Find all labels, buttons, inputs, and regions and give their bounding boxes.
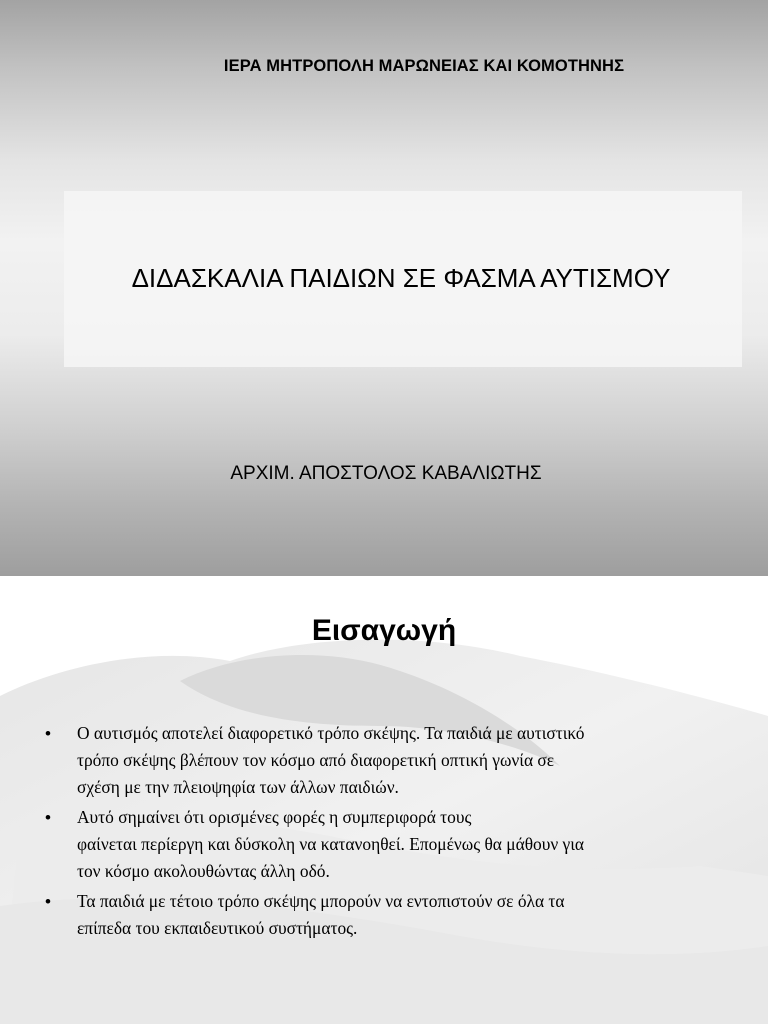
introduction-slide	[0, 576, 768, 1024]
presentation-title: ΔΙΔΑΣΚΑΛΙΑ ΠΑΙΔΙΩΝ ΣΕ ΦΑΣΜΑ ΑΥΤΙΣΜΟΥ	[131, 263, 671, 293]
author-name: ΑΡΧΙΜ. ΑΠΟΣΤΟΛΟΣ ΚΑΒΑΛΙΩΤΗΣ	[230, 463, 542, 484]
bullet-line: επίπεδα του εκπαιδευτικού συστήματος.	[77, 918, 358, 938]
bullet-line: Αυτό σημαίνει ότι ορισμένες φορές η συμπεριφορά τους	[77, 807, 472, 827]
bullet-line: σχέση με την πλειοψηφία των άλλων παιδιών.	[77, 777, 399, 797]
bullet-dot-icon: •	[45, 892, 51, 911]
bullet-item	[45, 804, 735, 885]
bullet-line: τον κόσμο ακολουθώντας άλλη οδό.	[77, 861, 330, 881]
slide-heading: Εισαγωγή	[311, 614, 457, 647]
bullet-item	[45, 888, 735, 942]
bullet-list	[45, 720, 735, 945]
bullet-dot-icon: •	[45, 724, 51, 743]
bullet-line: τρόπο σκέψης βλέπουν τον κόσμο από διαφορετική οπτική γωνία σε	[77, 750, 555, 770]
organization-heading: ΙΕΡΑ ΜΗΤΡΟΠΟΛΗ ΜΑΡΩΝΕΙΑΣ ΚΑΙ ΚΟΜΟΤΗΝΗΣ	[223, 57, 625, 75]
bullet-line: Τα παιδιά με τέτοιο τρόπο σκέψης μπορούν να εντοπιστούν σε όλα τα	[77, 891, 565, 911]
bullet-dot-icon: •	[45, 808, 51, 827]
bullet-line: Ο αυτισμός αποτελεί διαφορετικό τρόπο σκέψης. Τα παιδιά με αυτιστικό	[77, 723, 585, 743]
bullet-item	[45, 720, 735, 801]
bullet-line: φαίνεται περίεργη και δύσκολη να κατανοηθεί. Επομένως θα μάθουν για	[77, 834, 585, 854]
